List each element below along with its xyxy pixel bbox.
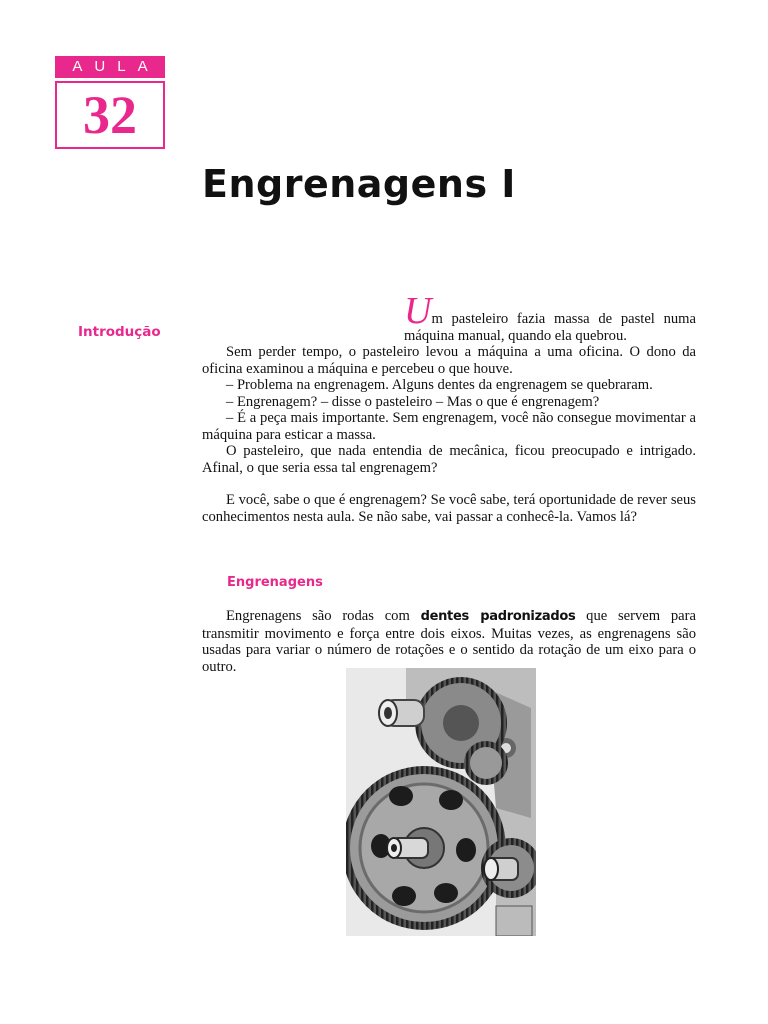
lesson-badge [55, 56, 165, 149]
section-text-after: que servem para transmitir movimento e força entre dois eixos. Muitas vezes, as engrenagens são usadas para variar o número de rotações e o sentido da rotação de um eixo para o outro. [202, 608, 696, 675]
gears-photo-icon [346, 668, 536, 936]
intro-text [202, 290, 696, 525]
lesson-label: AULA [55, 56, 165, 78]
intro-paragraph-2: Sem perder tempo, o pasteleiro levou a máquina a uma oficina. O dono da oficina examinou a máquina e percebeu o que houve. [202, 344, 696, 377]
intro-paragraph-1-text: m pasteleiro fazia massa de pastel numa máquina manual, quando ela quebrou. [404, 311, 696, 344]
intro-paragraph-4: E você, sabe o que é engrenagem? Se você sabe, terá oportunidade de rever seus conhecimentos nesta aula. Se não sabe, vai passar a conhecê-la. Vamos lá? [202, 492, 696, 525]
bold-term: dentes padronizados [420, 609, 576, 624]
dialogue-line-3: – É a peça mais importante. Sem engrenagem, você não consegue movimentar a máquina para esticar a massa. [202, 410, 696, 443]
intro-paragraph-1 [202, 290, 696, 344]
section-label-introducao: Introdução [78, 324, 161, 340]
intro-paragraph-3: O pasteleiro, que nada entendia de mecânica, ficou preocupado e intrigado. Afinal, o que seria essa tal engrenagem? [202, 443, 696, 476]
dropcap-letter: U [404, 290, 432, 332]
dialogue-line-1: – Problema na engrenagem. Alguns dentes da engrenagem se quebraram. [226, 377, 653, 393]
section-text-before: Engrenagens são rodas com [226, 608, 421, 624]
section-heading-engrenagens: Engrenagens [227, 575, 323, 590]
section-text [202, 608, 696, 675]
dialogue-line-2: – Engrenagem? – disse o pasteleiro – Mas o que é engrenagem? [226, 393, 600, 410]
page-title: Engrenagens I [202, 162, 516, 206]
lesson-number: 32 [55, 81, 165, 149]
section-paragraph [202, 608, 696, 675]
